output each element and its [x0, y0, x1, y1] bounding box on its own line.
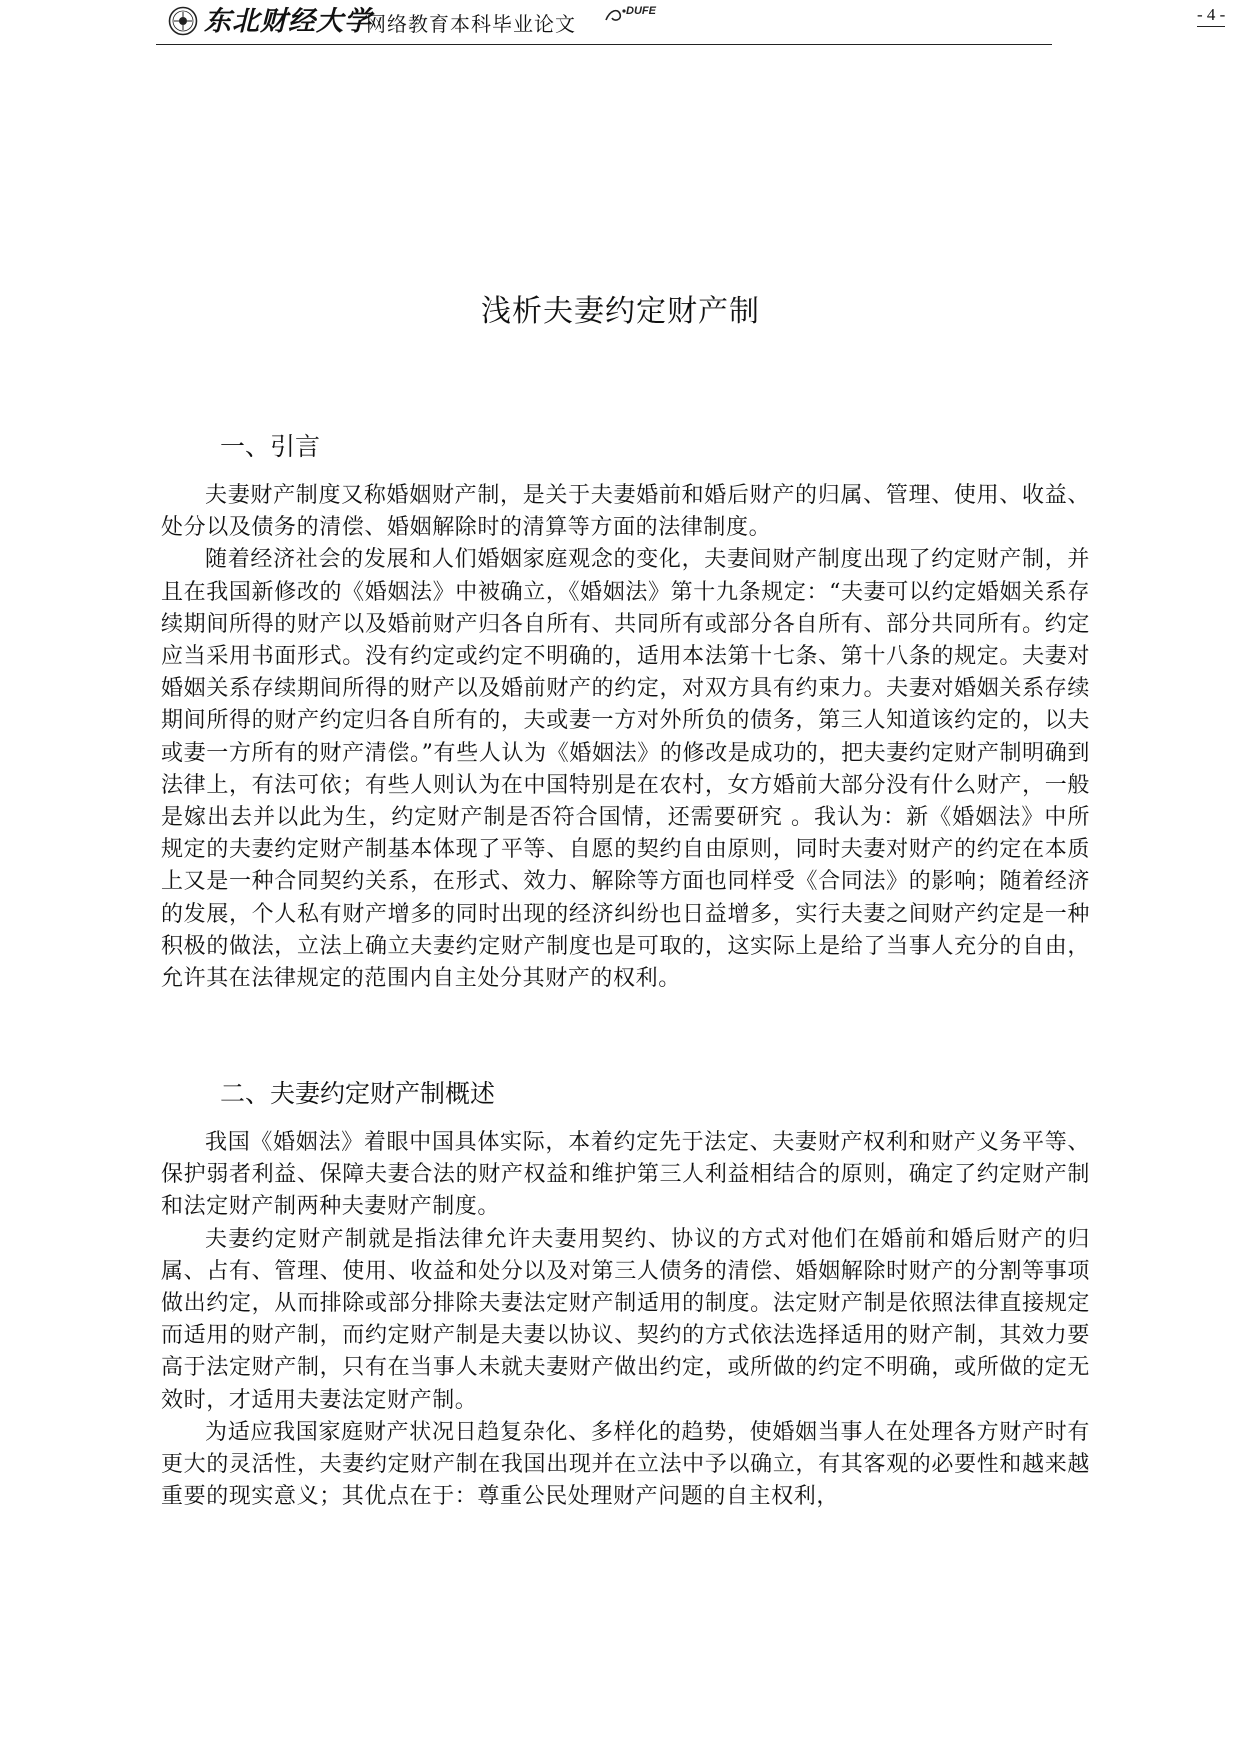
logo-text: DUFE [626, 5, 656, 17]
section-introduction-body [161, 480, 1090, 995]
page-number: - 4 - [1197, 4, 1225, 27]
document-title: 浅析夫妻约定财产制 [481, 294, 760, 329]
dufe-logo [604, 2, 674, 26]
paragraph: 为适应我国家庭财产状况日趋复杂化、多样化的趋势，使婚姻当事人在处理各方财产时有更大的灵活性，夫妻约定财产制在我国出现并在立法中予以确立，有其客观的必要性和越来越重要的现实意义；其优点在于：尊重公民处理财产问题的自主权利， [161, 1419, 1090, 1510]
school-name: 东北财经大学 [204, 6, 372, 37]
page-header [156, 0, 1226, 45]
section-heading-overview: 二、夫妻约定财产制概述 [220, 1079, 496, 1108]
section-overview-body [161, 1127, 1090, 1513]
header-subtitle: 网络教育本科毕业论文 [366, 12, 576, 36]
paragraph: 我国《婚姻法》着眼中国具体实际，本着约定先于法定、夫妻财产权利和财产义务平等、保护弱者利益、保障夫妻合法的财产权益和维护第三人利益相结合的原则，确定了约定财产制和法定财产制两种夫妻财产制度。 [161, 1130, 1090, 1220]
university-seal-icon [168, 6, 198, 36]
paragraph: 夫妻约定财产制就是指法律允许夫妻用契约、协议的方式对他们在婚前和婚后财产的归属、占有、管理、使用、收益和处分以及对第三人债务的清偿、婚姻解除时财产的分割等事项做出约定，从而排除或部分排除夫妻法定财产制适用的制度。法定财产制是依照法律直接规定而适用的财产制，而约定财产制是夫妻以协议、契约的方式依法选择适用的财产制，其效力要高于法定财产制，只有在当事人未就夫妻财产做出约定，或所做的约定不明确，或所做的定无效时，才适用夫妻法定财产制。 [161, 1226, 1090, 1413]
section-heading-introduction: 一、引言 [220, 432, 321, 461]
paragraph: 随着经济社会的发展和人们婚姻家庭观念的变化，夫妻间财产制度出现了约定财产制，并且在我国新修改的《婚姻法》中被确立，《婚姻法》第十九条规定：“夫妻可以约定婚姻关系存续期间所得的财产以及婚前财产归各自所有、共同所有或部分各自所有、部分共同所有。约定应当采用书面形式。没有约定或约定不明确的，适用本法第十七条、第十八条的规定。夫妻对婚姻关系存续期间所得的财产以及婚前财产的约定，对双方具有约束力。夫妻对婚姻关系存续期间所得的财产约定归各自所有的，夫或妻一方对外所负的债务，第三人知道该约定的，以夫或妻一方所有的财产清偿。”有些人认为《婚姻法》的修改是成功的，把夫妻约定财产制明确到法律上，有法可依；有些人则认为在中国特别是在农村，女方婚前大部分没有什么财产，一般是嫁出去并以此为生，约定财产制是否符合国情，还需要研究 。我认为：新《婚姻法》中所规定的夫妻约定财产制基本体现了平等、自愿的契约自由原则，同时夫妻对财产的约定在本质上又是一种合同契约关系，在形式、效力、解除等方面也同样受《合同法》的影响；随着经济的发展，个人私有财产增多的同时出现的经济纠纷也日益增多，实行夫妻之间财产约定是一种积极的做法，立法上确立夫妻约定财产制度也是可取的，这实际上是给了当事人充分的自由，允许其在法律规定的范围内自主处分其财产的权利。 [161, 547, 1090, 992]
paragraph: 夫妻财产制度又称婚姻财产制，是关于夫妻婚前和婚后财产的归属、管理、使用、收益、处分以及债务的清偿、婚姻解除时的清算等方面的法律制度。 [161, 483, 1090, 541]
